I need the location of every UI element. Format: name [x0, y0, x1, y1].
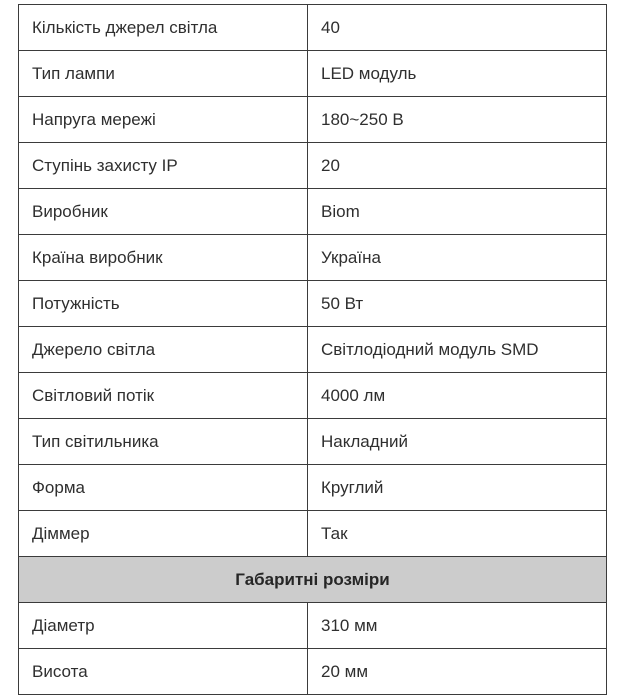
table-row [19, 235, 607, 281]
spec-value-cell: Накладний [308, 419, 607, 465]
table-row [19, 97, 607, 143]
spec-value-cell: Biom [308, 189, 607, 235]
spec-label-cell: Висота [19, 649, 308, 695]
table-section-header-row [19, 557, 607, 603]
spec-value-cell: 310 мм [308, 603, 607, 649]
spec-value-cell: 20 мм [308, 649, 607, 695]
table-row [19, 511, 607, 557]
spec-value-cell: Круглий [308, 465, 607, 511]
table-row [19, 189, 607, 235]
spec-label-cell: Кількість джерел світла [19, 5, 308, 51]
spec-value-cell: LED модуль [308, 51, 607, 97]
spec-label-cell: Напруга мережі [19, 97, 308, 143]
table-row [19, 51, 607, 97]
table-row [19, 649, 607, 695]
spec-value-cell: Україна [308, 235, 607, 281]
spec-label-cell: Виробник [19, 189, 308, 235]
table-row [19, 373, 607, 419]
specification-table-body [19, 5, 607, 695]
spec-value-cell: 50 Вт [308, 281, 607, 327]
section-header-label: Габаритні розміри [19, 557, 607, 603]
specification-table [18, 4, 607, 695]
table-row [19, 419, 607, 465]
spec-label-cell: Діаметр [19, 603, 308, 649]
spec-value-cell: 20 [308, 143, 607, 189]
spec-value-cell: Світлодіодний модуль SMD [308, 327, 607, 373]
table-row [19, 5, 607, 51]
spec-label-cell: Ступінь захисту IP [19, 143, 308, 189]
table-row [19, 465, 607, 511]
spec-value-cell: Так [308, 511, 607, 557]
spec-label-cell: Джерело світла [19, 327, 308, 373]
spec-label-cell: Тип лампи [19, 51, 308, 97]
table-row [19, 603, 607, 649]
spec-value-cell: 40 [308, 5, 607, 51]
spec-value-cell: 180~250 В [308, 97, 607, 143]
spec-label-cell: Світловий потік [19, 373, 308, 419]
table-row [19, 281, 607, 327]
spec-label-cell: Потужність [19, 281, 308, 327]
spec-value-cell: 4000 лм [308, 373, 607, 419]
spec-label-cell: Тип світильника [19, 419, 308, 465]
table-row [19, 327, 607, 373]
spec-label-cell: Форма [19, 465, 308, 511]
specification-table-container [18, 4, 606, 695]
table-row [19, 143, 607, 189]
spec-label-cell: Країна виробник [19, 235, 308, 281]
spec-label-cell: Діммер [19, 511, 308, 557]
